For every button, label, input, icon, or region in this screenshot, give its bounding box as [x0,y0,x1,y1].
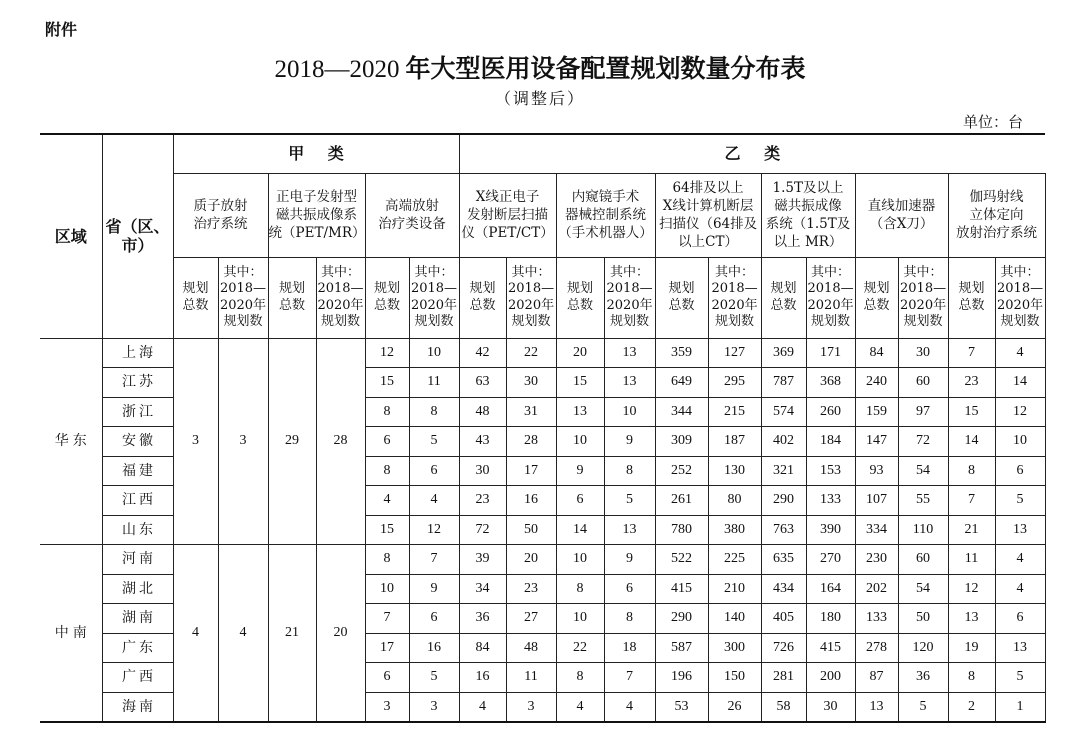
pet-mr-plan-header: 其中： 2018— 2020年 规划数 [316,257,365,338]
pet-ct-plan-cell: 22 [506,338,556,368]
ct-64-slice-total-cell: 359 [655,338,708,368]
ct-64-slice-plan-cell: 150 [708,663,761,693]
gamma-knife-total-cell: 11 [948,545,995,575]
mr-1-5t-total-cell: 787 [761,368,806,398]
high-end-radiotherapy-plan-cell: 4 [409,486,459,516]
high-end-radiotherapy-plan-cell: 6 [409,456,459,486]
gamma-knife-total-cell: 19 [948,633,995,663]
province-name: 湖北 [102,574,173,604]
province-header: 省（区、 市） [102,134,173,338]
linear-accelerator-total-cell: 230 [855,545,898,575]
pet-ct-total-cell: 43 [459,427,506,457]
header-row-class [40,134,1045,173]
ct-64-slice-total-cell: 344 [655,397,708,427]
surgical-robot-total-cell: 15 [556,368,604,398]
pet-ct-total-cell: 4 [459,692,506,722]
class-a-header: 甲 类 [173,134,459,173]
ct-64-slice-total-cell: 261 [655,486,708,516]
mr-1-5t-total-cell: 763 [761,515,806,545]
gamma-knife-plan-cell: 13 [995,515,1045,545]
pet-ct-plan-cell: 20 [506,545,556,575]
mr-1-5t-plan-cell: 260 [806,397,855,427]
pet-mr-plan-cell: 28 [316,338,365,545]
high-end-radiotherapy-plan-cell: 3 [409,692,459,722]
mr-1-5t-total-cell: 281 [761,663,806,693]
surgical-robot-total-cell: 8 [556,574,604,604]
high-end-radiotherapy-total-cell: 15 [365,515,409,545]
pet-mr-total-header: 规划 总数 [268,257,316,338]
surgical-robot-plan-cell: 6 [604,574,655,604]
high-end-radiotherapy-total-cell: 4 [365,486,409,516]
linear-accelerator-plan-cell: 60 [898,545,948,575]
high-end-radiotherapy-plan-cell: 6 [409,604,459,634]
province-name: 海南 [102,692,173,722]
linear-accelerator-total-cell: 278 [855,633,898,663]
mr-1-5t-total-cell: 726 [761,633,806,663]
surgical-robot-plan-cell: 4 [604,692,655,722]
high-end-radiotherapy-total-cell: 12 [365,338,409,368]
pet-ct-total-header: 规划 总数 [459,257,506,338]
pet-ct-total-cell: 72 [459,515,506,545]
table-row [40,338,1045,368]
pet-ct-total-cell: 34 [459,574,506,604]
proton-therapy-total-cell: 3 [173,338,218,545]
mr-1-5t-header: 1.5T及以上 磁共振成像 系统（1.5T及 以上 MR） [761,173,855,257]
ct-64-slice-total-cell: 587 [655,633,708,663]
gamma-knife-plan-cell: 12 [995,397,1045,427]
ct-64-slice-total-cell: 415 [655,574,708,604]
distribution-table [40,133,1045,723]
ct-64-slice-total-cell: 252 [655,456,708,486]
ct-64-slice-plan-cell: 225 [708,545,761,575]
pet-ct-plan-cell: 31 [506,397,556,427]
gamma-knife-total-cell: 23 [948,368,995,398]
gamma-knife-plan-cell: 13 [995,633,1045,663]
high-end-radiotherapy-plan-cell: 12 [409,515,459,545]
high-end-radiotherapy-plan-cell: 11 [409,368,459,398]
high-end-radiotherapy-header: 高端放射 治疗类设备 [365,173,459,257]
gamma-knife-total-cell: 8 [948,456,995,486]
pet-ct-plan-cell: 23 [506,574,556,604]
gamma-knife-plan-cell: 14 [995,368,1045,398]
surgical-robot-total-cell: 22 [556,633,604,663]
pet-ct-total-cell: 39 [459,545,506,575]
ct-64-slice-total-cell: 522 [655,545,708,575]
pet-mr-plan-cell: 20 [316,545,365,722]
linear-accelerator-total-cell: 93 [855,456,898,486]
pet-ct-plan-cell: 30 [506,368,556,398]
ct-64-slice-plan-cell: 300 [708,633,761,663]
province-name: 福建 [102,456,173,486]
gamma-knife-plan-cell: 4 [995,545,1045,575]
high-end-radiotherapy-total-cell: 3 [365,692,409,722]
pet-mr-header: 正电子发射型 磁共振成像系 统（PET/MR） [268,173,365,257]
linear-accelerator-plan-cell: 5 [898,692,948,722]
mr-1-5t-plan-cell: 368 [806,368,855,398]
ct-64-slice-plan-header: 其中： 2018— 2020年 规划数 [708,257,761,338]
linear-accelerator-total-cell: 107 [855,486,898,516]
high-end-radiotherapy-plan-cell: 5 [409,663,459,693]
mr-1-5t-plan-cell: 184 [806,427,855,457]
proton-therapy-total-cell: 4 [173,545,218,722]
mr-1-5t-plan-cell: 164 [806,574,855,604]
province-name: 江苏 [102,368,173,398]
linear-accelerator-total-cell: 13 [855,692,898,722]
pet-ct-plan-cell: 16 [506,486,556,516]
unit-label: 单位：台 [963,113,1024,131]
ct-64-slice-total-cell: 196 [655,663,708,693]
pet-ct-total-cell: 36 [459,604,506,634]
linear-accelerator-plan-cell: 30 [898,338,948,368]
pet-ct-total-cell: 42 [459,338,506,368]
linear-accelerator-total-header: 规划 总数 [855,257,898,338]
linear-accelerator-plan-cell: 72 [898,427,948,457]
pet-ct-plan-header: 其中： 2018— 2020年 规划数 [506,257,556,338]
class-b-header: 乙 类 [459,134,1045,173]
high-end-radiotherapy-plan-cell: 9 [409,574,459,604]
pet-ct-header: X线正电子 发射断层扫描 仪（PET/CT） [459,173,556,257]
mr-1-5t-total-cell: 574 [761,397,806,427]
pet-ct-plan-cell: 11 [506,663,556,693]
gamma-knife-plan-cell: 5 [995,486,1045,516]
mr-1-5t-plan-cell: 270 [806,545,855,575]
mr-1-5t-plan-cell: 30 [806,692,855,722]
gamma-knife-plan-header: 其中： 2018— 2020年 规划数 [995,257,1045,338]
mr-1-5t-total-cell: 58 [761,692,806,722]
mr-1-5t-plan-cell: 180 [806,604,855,634]
attachment-label: 附件 [45,20,78,39]
gamma-knife-total-cell: 7 [948,338,995,368]
title-years: 2018—2020 [274,56,400,83]
ct-64-slice-plan-cell: 215 [708,397,761,427]
pet-ct-total-cell: 63 [459,368,506,398]
mr-1-5t-plan-cell: 200 [806,663,855,693]
high-end-radiotherapy-plan-header: 其中： 2018— 2020年 规划数 [409,257,459,338]
proton-therapy-header: 质子放射 治疗系统 [173,173,268,257]
header-row-sub [40,257,1045,338]
surgical-robot-plan-cell: 5 [604,486,655,516]
linear-accelerator-plan-cell: 110 [898,515,948,545]
table-row [40,545,1045,575]
linear-accelerator-total-cell: 133 [855,604,898,634]
mr-1-5t-total-cell: 290 [761,486,806,516]
surgical-robot-plan-cell: 9 [604,427,655,457]
high-end-radiotherapy-total-cell: 8 [365,456,409,486]
pet-ct-plan-cell: 48 [506,633,556,663]
province-name: 上海 [102,338,173,368]
linear-accelerator-plan-cell: 36 [898,663,948,693]
province-name: 山东 [102,515,173,545]
gamma-knife-header: 伽玛射线 立体定向 放射治疗系统 [948,173,1045,257]
gamma-knife-total-cell: 12 [948,574,995,604]
mr-1-5t-total-cell: 369 [761,338,806,368]
province-name: 广东 [102,633,173,663]
proton-therapy-plan-cell: 3 [218,338,268,545]
high-end-radiotherapy-plan-cell: 5 [409,427,459,457]
ct-64-slice-plan-cell: 210 [708,574,761,604]
gamma-knife-total-cell: 2 [948,692,995,722]
pet-ct-total-cell: 23 [459,486,506,516]
high-end-radiotherapy-total-cell: 6 [365,427,409,457]
mr-1-5t-total-cell: 405 [761,604,806,634]
pet-ct-plan-cell: 27 [506,604,556,634]
linear-accelerator-total-cell: 147 [855,427,898,457]
surgical-robot-total-header: 规划 总数 [556,257,604,338]
surgical-robot-total-cell: 10 [556,427,604,457]
mr-1-5t-plan-cell: 171 [806,338,855,368]
high-end-radiotherapy-plan-cell: 10 [409,338,459,368]
linear-accelerator-total-cell: 87 [855,663,898,693]
high-end-radiotherapy-total-header: 规划 总数 [365,257,409,338]
pet-ct-total-cell: 30 [459,456,506,486]
mr-1-5t-total-cell: 434 [761,574,806,604]
header-row-device [40,173,1045,257]
gamma-knife-plan-cell: 4 [995,574,1045,604]
proton-therapy-plan-cell: 4 [218,545,268,722]
surgical-robot-plan-cell: 13 [604,368,655,398]
surgical-robot-header: 内窥镜手术 器械控制系统 （手术机器人） [556,173,655,257]
linear-accelerator-plan-cell: 120 [898,633,948,663]
high-end-radiotherapy-total-cell: 10 [365,574,409,604]
province-name: 江西 [102,486,173,516]
surgical-robot-total-cell: 4 [556,692,604,722]
mr-1-5t-plan-header: 其中： 2018— 2020年 规划数 [806,257,855,338]
proton-therapy-total-header: 规划 总数 [173,257,218,338]
linear-accelerator-plan-cell: 97 [898,397,948,427]
page-title [0,55,1080,84]
table-body [40,338,1045,722]
surgical-robot-total-cell: 20 [556,338,604,368]
pet-ct-total-cell: 16 [459,663,506,693]
pet-ct-plan-cell: 3 [506,692,556,722]
pet-mr-total-cell: 21 [268,545,316,722]
ct-64-slice-total-cell: 649 [655,368,708,398]
surgical-robot-plan-cell: 7 [604,663,655,693]
gamma-knife-total-cell: 14 [948,427,995,457]
gamma-knife-total-header: 规划 总数 [948,257,995,338]
mr-1-5t-total-cell: 635 [761,545,806,575]
surgical-robot-total-cell: 10 [556,604,604,634]
province-name: 浙江 [102,397,173,427]
surgical-robot-plan-cell: 13 [604,515,655,545]
ct-64-slice-total-cell: 53 [655,692,708,722]
gamma-knife-total-cell: 13 [948,604,995,634]
region-name: 中南 [40,545,102,722]
ct-64-slice-total-cell: 309 [655,427,708,457]
title-text: 年大型医用设备配置规划数量分布表 [405,54,806,83]
mr-1-5t-plan-cell: 415 [806,633,855,663]
surgical-robot-plan-cell: 9 [604,545,655,575]
surgical-robot-plan-cell: 13 [604,338,655,368]
linear-accelerator-total-cell: 202 [855,574,898,604]
page-subtitle: （调整后） [494,89,585,108]
linear-accelerator-total-cell: 334 [855,515,898,545]
surgical-robot-plan-cell: 8 [604,604,655,634]
ct-64-slice-total-cell: 780 [655,515,708,545]
mr-1-5t-plan-cell: 153 [806,456,855,486]
gamma-knife-plan-cell: 5 [995,663,1045,693]
province-name: 河南 [102,545,173,575]
ct-64-slice-plan-cell: 127 [708,338,761,368]
linear-accelerator-plan-cell: 60 [898,368,948,398]
high-end-radiotherapy-plan-cell: 7 [409,545,459,575]
proton-therapy-plan-header: 其中： 2018— 2020年 规划数 [218,257,268,338]
gamma-knife-total-cell: 7 [948,486,995,516]
ct-64-slice-plan-cell: 26 [708,692,761,722]
linear-accelerator-total-cell: 159 [855,397,898,427]
pet-ct-total-cell: 48 [459,397,506,427]
high-end-radiotherapy-total-cell: 8 [365,545,409,575]
linear-accelerator-plan-cell: 50 [898,604,948,634]
gamma-knife-plan-cell: 10 [995,427,1045,457]
ct-64-slice-total-header: 规划 总数 [655,257,708,338]
gamma-knife-plan-cell: 6 [995,604,1045,634]
ct-64-slice-plan-cell: 187 [708,427,761,457]
gamma-knife-plan-cell: 1 [995,692,1045,722]
linear-accelerator-header: 直线加速器 （含X刀） [855,173,948,257]
mr-1-5t-total-cell: 402 [761,427,806,457]
region-header: 区域 [40,134,102,338]
pet-ct-plan-cell: 17 [506,456,556,486]
linear-accelerator-plan-cell: 55 [898,486,948,516]
gamma-knife-total-cell: 8 [948,663,995,693]
high-end-radiotherapy-total-cell: 7 [365,604,409,634]
province-name: 安徽 [102,427,173,457]
ct-64-slice-plan-cell: 80 [708,486,761,516]
ct-64-slice-total-cell: 290 [655,604,708,634]
ct-64-slice-plan-cell: 140 [708,604,761,634]
ct-64-slice-plan-cell: 295 [708,368,761,398]
mr-1-5t-plan-cell: 133 [806,486,855,516]
high-end-radiotherapy-plan-cell: 16 [409,633,459,663]
ct-64-slice-header: 64排及以上 X线计算机断层 扫描仪（64排及 以上CT） [655,173,761,257]
linear-accelerator-total-cell: 240 [855,368,898,398]
linear-accelerator-plan-header: 其中： 2018— 2020年 规划数 [898,257,948,338]
ct-64-slice-plan-cell: 380 [708,515,761,545]
region-name: 华东 [40,338,102,545]
surgical-robot-plan-header: 其中： 2018— 2020年 规划数 [604,257,655,338]
pet-ct-total-cell: 84 [459,633,506,663]
high-end-radiotherapy-total-cell: 17 [365,633,409,663]
surgical-robot-total-cell: 8 [556,663,604,693]
gamma-knife-total-cell: 15 [948,397,995,427]
province-name: 湖南 [102,604,173,634]
high-end-radiotherapy-plan-cell: 8 [409,397,459,427]
surgical-robot-total-cell: 6 [556,486,604,516]
gamma-knife-total-cell: 21 [948,515,995,545]
surgical-robot-total-cell: 14 [556,515,604,545]
surgical-robot-total-cell: 13 [556,397,604,427]
surgical-robot-plan-cell: 10 [604,397,655,427]
high-end-radiotherapy-total-cell: 8 [365,397,409,427]
linear-accelerator-total-cell: 84 [855,338,898,368]
linear-accelerator-plan-cell: 54 [898,574,948,604]
pet-mr-total-cell: 29 [268,338,316,545]
ct-64-slice-plan-cell: 130 [708,456,761,486]
mr-1-5t-total-header: 规划 总数 [761,257,806,338]
gamma-knife-plan-cell: 6 [995,456,1045,486]
high-end-radiotherapy-total-cell: 15 [365,368,409,398]
mr-1-5t-plan-cell: 390 [806,515,855,545]
high-end-radiotherapy-total-cell: 6 [365,663,409,693]
surgical-robot-total-cell: 9 [556,456,604,486]
gamma-knife-plan-cell: 4 [995,338,1045,368]
mr-1-5t-total-cell: 321 [761,456,806,486]
surgical-robot-total-cell: 10 [556,545,604,575]
province-name: 广西 [102,663,173,693]
surgical-robot-plan-cell: 8 [604,456,655,486]
pet-ct-plan-cell: 28 [506,427,556,457]
surgical-robot-plan-cell: 18 [604,633,655,663]
linear-accelerator-plan-cell: 54 [898,456,948,486]
pet-ct-plan-cell: 50 [506,515,556,545]
